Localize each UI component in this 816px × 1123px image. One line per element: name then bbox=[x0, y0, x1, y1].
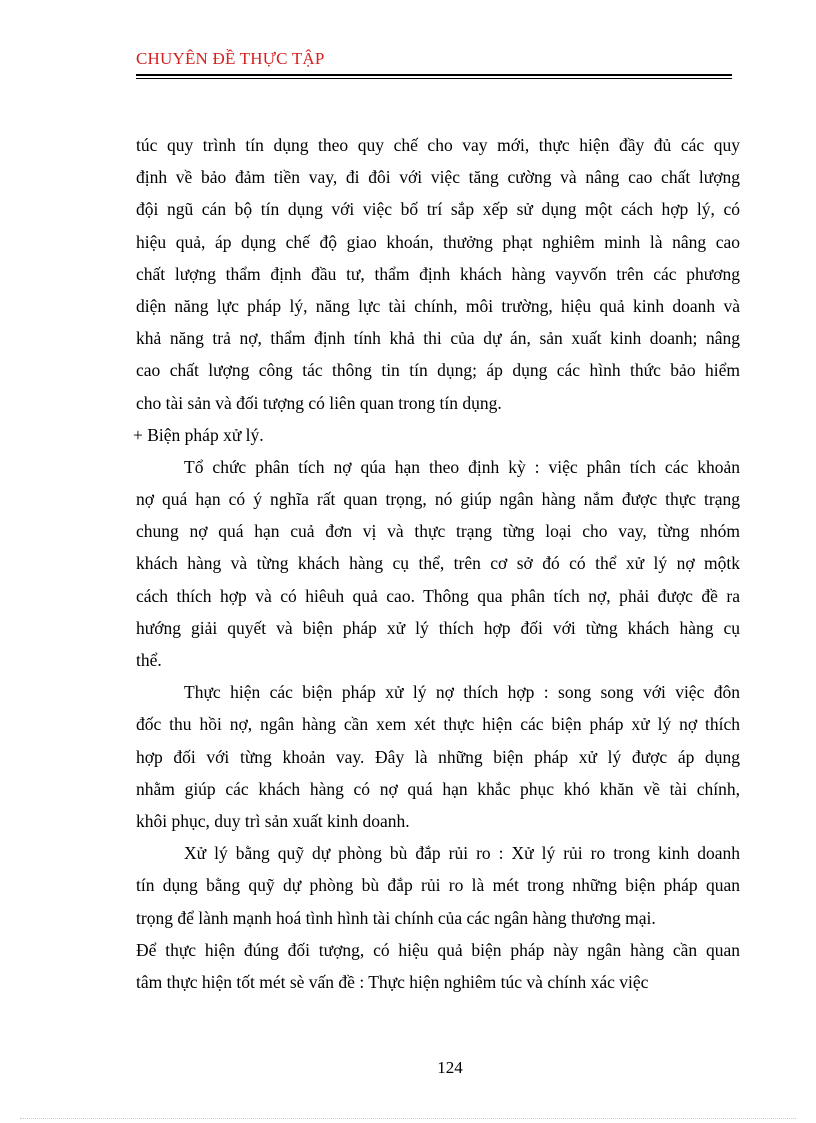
text-line: tâm thực hiện tốt mét sè vấn đề : Thực hiện nghiêm túc và chính xác việc bbox=[136, 971, 649, 992]
text-line: Để thực hiện đúng đối tượng, có hiệu quả biện pháp này ngân hàng cần quan bbox=[136, 939, 740, 960]
paragraph-first-line: Tổ chức phân tích nợ qúa hạn theo định kỳ : việc phân tích các khoản bbox=[184, 456, 740, 477]
text-line: hợp đối với từng khoản vay. Đây là những biện pháp xử lý được áp dụng bbox=[136, 746, 740, 767]
header-double-rule bbox=[136, 74, 732, 79]
text-line: thể. bbox=[136, 650, 162, 670]
text-line: cho tài sản và đối tượng có liên quan trong tín dụng. bbox=[136, 392, 502, 413]
text-line: hiệu quả, áp dụng chế độ giao khoán, thưởng phạt nghiêm minh là nâng cao bbox=[136, 231, 740, 252]
header-rule-thick bbox=[136, 74, 732, 76]
text-line: diện năng lực pháp lý, năng lực tài chính, môi trường, hiệu quả kinh doanh và bbox=[136, 295, 740, 316]
paragraph-first-line: Xử lý bằng quỹ dự phòng bù đắp rủi ro : Xử lý rủi ro trong kinh doanh bbox=[184, 843, 740, 864]
text-line: đội ngũ cán bộ tín dụng với việc bố trí sắp xếp sử dụng một cách hợp lý, có bbox=[136, 199, 740, 220]
text-line: túc quy trình tín dụng theo quy chế cho vay mới, thực hiện đầy đủ các quy bbox=[136, 135, 740, 155]
page-bottom-divider bbox=[20, 1118, 796, 1119]
text-line: chung nợ quá hạn cuả đơn vị và thực trạng từng loại cho vay, từng nhóm bbox=[136, 521, 740, 542]
text-line: khôi phục, duy trì sản xuất kinh doanh. bbox=[136, 810, 410, 831]
section-heading: + Biện pháp xử lý. bbox=[133, 424, 264, 445]
body-text bbox=[133, 129, 740, 998]
header-title: CHUYÊN ĐỀ THỰC TẬP bbox=[136, 49, 325, 68]
text-line: nợ quá hạn có ý nghĩa rất quan trọng, nó giúp ngân hàng nắm được thực trạng bbox=[136, 489, 740, 510]
text-line: định về bảo đảm tiền vay, đi đôi với việc tăng cường và nâng cao chất lượng bbox=[136, 167, 740, 188]
text-line: khách hàng và từng khách hàng cụ thể, trên cơ sở đó có thể xử lý nợ mộtk bbox=[136, 553, 740, 574]
header-rule-thin bbox=[136, 78, 732, 79]
text-line: cao chất lượng công tác thông tin tín dụng; áp dụng các hình thức bảo hiểm bbox=[136, 360, 740, 381]
page-number: 124 bbox=[437, 1058, 463, 1077]
text-line: nhằm giúp các khách hàng có nợ quá hạn khắc phục khó khăn về tài chính, bbox=[136, 778, 740, 799]
text-line: hướng giải quyết và biện pháp xử lý thích hợp đối với từng khách hàng cụ bbox=[136, 617, 740, 638]
paragraph-first-line: Thực hiện các biện pháp xử lý nợ thích hợp : song song với việc đôn bbox=[184, 682, 740, 703]
text-line: khả năng trả nợ, thẩm định tính khả thi của dự án, sản xuất kinh doanh; nâng bbox=[136, 328, 740, 349]
text-line: đốc thu hồi nợ, ngân hàng cần xem xét thực hiện các biện pháp xử lý nợ thích bbox=[136, 714, 740, 735]
text-line: tín dụng bằng quỹ dự phòng bù đắp rủi ro là mét trong những biện pháp quan bbox=[136, 875, 740, 896]
text-line: trọng để lành mạnh hoá tình hình tài chính của các ngân hàng thương mại. bbox=[136, 907, 656, 928]
text-line: cách thích hợp và có hiêuh quả cao. Thông qua phân tích nợ, phải được đề ra bbox=[136, 585, 740, 606]
text-line: chất lượng thẩm định đầu tư, thẩm định khách hàng vayvốn trên các phương bbox=[136, 263, 740, 284]
